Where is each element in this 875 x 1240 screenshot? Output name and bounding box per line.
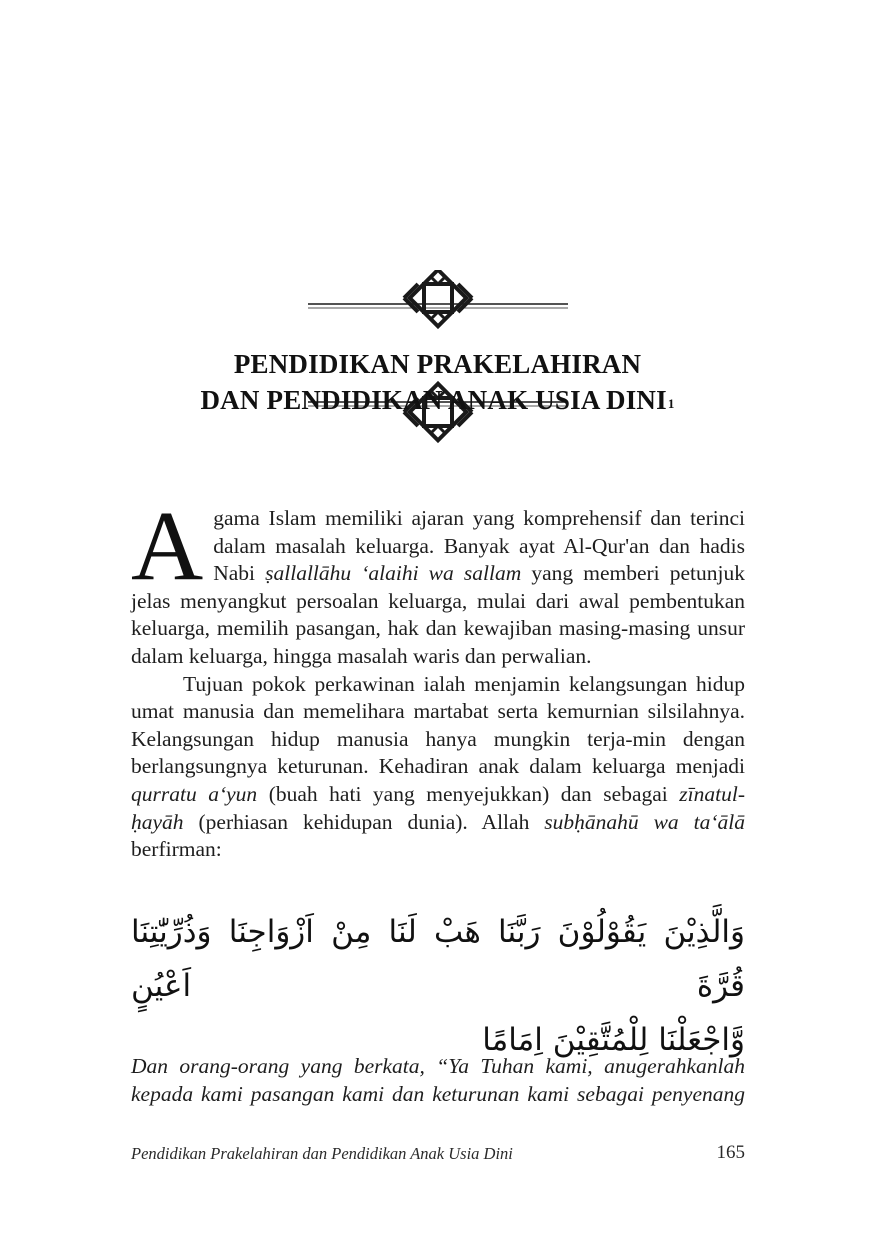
p2-text-c: (perhiasan kehidupan dunia). Allah [183,809,545,834]
footnote-marker[interactable]: 1 [667,396,675,412]
p2-italic-3: subḥānahū wa ta‘ālā [544,809,745,834]
p2-text-b: (buah hati yang menyejukkan) dan sebagai [257,781,680,806]
paragraph-2 [131,671,745,864]
p2-text-a: Tujuan pokok perkawinan ialah menjamin kelangsungan hidup umat manusia dan memelihara martabat serta kemurnian silsilahnya. Kelangsungan hidup manusia hanya mungkin terja-min dengan berlangsungnya keturunan. Kehadiran anak dalam keluarga menjadi [131,671,745,779]
paragraph-1 [131,490,745,671]
p2-text-d: berfirman: [131,837,222,862]
drop-cap: A [131,490,204,601]
p1-italic: ṣallallāhu ‘alaihi wa sallam [265,561,522,586]
body-text [131,490,745,864]
running-footer-title: Pendidikan Prakelahiran dan Pendidikan Anak Usia Dini [131,1144,513,1163]
p2-italic-2: zīnatul-ḥayāh [131,781,745,834]
arabic-line-1: وَالَّذِيْنَ يَقُوْلُوْنَ رَبَّنَا هَبْ لَنَا مِنْ اَزْوَاجِنَا وَذُرِّيّٰتِنَا قُرَّةَ اَعْيُنٍ [131,914,745,1004]
chapter-title-line1: PENDIDIKAN PRAKELAHIRAN [233,349,642,380]
chapter-title-line2-text: DAN PENDIDIKAN ANAK USIA DINI [200,385,667,416]
chapter-title [0,346,875,418]
p2-italic-1: qurratu a‘yun [131,781,258,806]
verse-translation: Dan orang-orang yang berkata, “Ya Tuhan kami, anugerahkanlah kepada kami pasangan kami dan keturunan kami sebagai penyenang [131,1053,745,1106]
page-footer [131,1142,745,1168]
arabic-line-2: وَّاجْعَلْنَا لِلْمُتَّقِيْنَ اِمَامًا [482,1022,745,1058]
p1-text-a: gama Islam memiliki ajaran yang komprehensif dan terinci dalam masalah keluarga. Banyak ayat Al-Qur'an dan hadis Nabi [213,506,745,586]
chapter-title-line2 [0,382,875,418]
page-number: 165 [716,1142,745,1163]
quran-verse-arabic [131,905,745,1067]
p1-text-b: yang memberi petunjuk jelas menyangkut persoalan keluarga, mulai dari awal pembentukan keluarga, memilih pasangan, hak dan kewajiban masing-masing unsur dalam keluarga, hingga masalah waris dan perwalian. [131,561,745,668]
